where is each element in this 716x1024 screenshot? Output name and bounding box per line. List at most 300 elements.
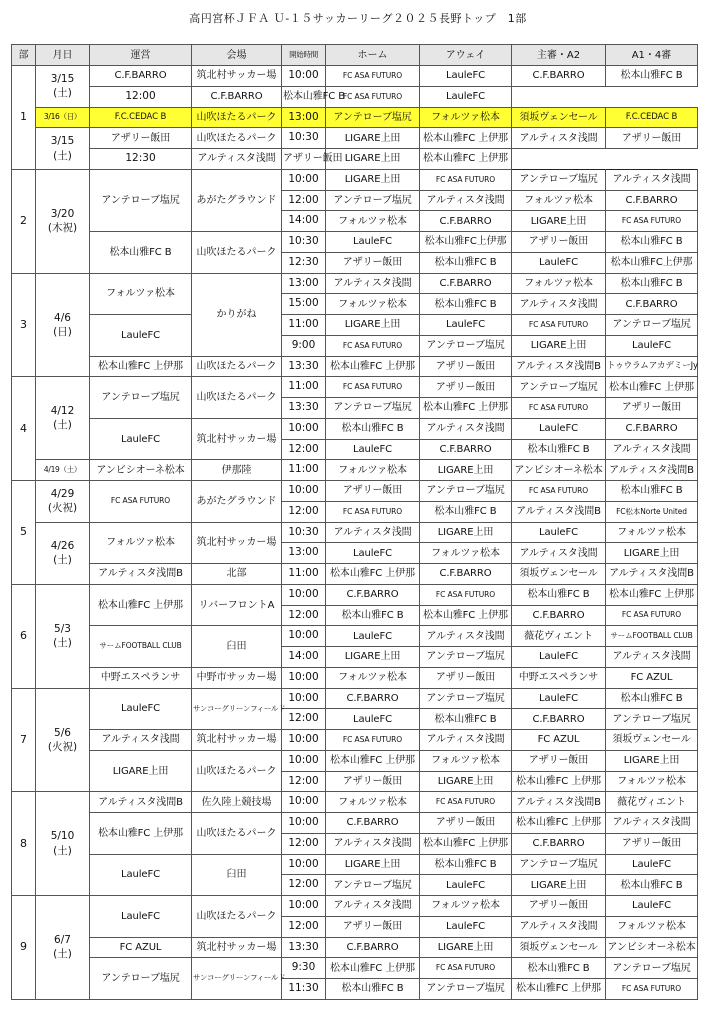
venue-cell: あがたグラウンド <box>192 481 282 523</box>
referee-cell: 松本山雅FC 上伊那 <box>512 813 606 834</box>
referee-cell: フォルツァ松本 <box>512 273 606 294</box>
start-time-cell: 10:00 <box>282 169 326 190</box>
referee-cell: アルティスタ浅間 <box>512 543 606 564</box>
assistant-cell: C.F.BARRO <box>606 294 698 315</box>
table-row <box>12 315 698 336</box>
operator-cell: F.C.CEDAC B <box>90 107 192 128</box>
away-team-cell: LIGARE上田 <box>420 460 512 481</box>
venue-cell: 山吹ほたるパーク <box>192 750 282 792</box>
home-team-cell: フォルツァ松本 <box>326 460 420 481</box>
home-team-cell: アザリー飯田 <box>326 252 420 273</box>
match-date: 3/15 (土) <box>36 128 90 170</box>
away-team-cell: アンテローブ塩尻 <box>420 481 512 502</box>
referee-cell: アルティスタ浅間 <box>512 128 606 149</box>
away-team-cell: フォルツァ松本 <box>420 107 512 128</box>
start-time-cell: 10:00 <box>282 418 326 439</box>
assistant-cell: アザリー飯田 <box>606 833 698 854</box>
referee-cell: LauleFC <box>512 522 606 543</box>
operator-cell: LIGARE上田 <box>90 750 192 792</box>
start-time-cell: 11:00 <box>282 377 326 398</box>
away-team-cell: LauleFC <box>420 66 512 87</box>
venue-cell: 臼田 <box>192 854 282 896</box>
table-row <box>12 626 698 647</box>
table-row <box>12 418 698 439</box>
assistant-cell: LIGARE上田 <box>606 543 698 564</box>
home-team-cell: 松本山雅FC 上伊那 <box>326 750 420 771</box>
assistant-cell: アルティスタ浅間B <box>606 564 698 585</box>
start-time-cell: 14:00 <box>282 211 326 232</box>
start-time-cell: 10:00 <box>282 792 326 813</box>
home-team-cell: C.F.BARRO <box>326 584 420 605</box>
referee-cell: アルティスタ浅間B <box>512 792 606 813</box>
table-row <box>12 522 698 543</box>
assistant-cell: F.C.CEDAC B <box>606 107 698 128</box>
home-team-cell: アンテローブ塩尻 <box>326 875 420 896</box>
assistant-cell: アザリー飯田 <box>606 398 698 419</box>
referee-cell: C.F.BARRO <box>512 833 606 854</box>
assistant-cell: アザリー飯田 <box>606 128 698 149</box>
start-time-cell: 10:00 <box>282 626 326 647</box>
assistant-cell: 松本山雅FC B <box>606 232 698 253</box>
referee-cell: アルティスタ浅間B <box>512 501 606 522</box>
table-row <box>12 169 698 190</box>
start-time-cell: 11:00 <box>282 564 326 585</box>
venue-cell: 筑北村サッカー場 <box>192 522 282 564</box>
away-team-cell: 松本山雅FC 上伊那 <box>420 128 512 149</box>
operator-cell: FC AZUL <box>90 937 192 958</box>
referee-cell: C.F.BARRO <box>512 709 606 730</box>
away-team-cell: アザリー飯田 <box>420 377 512 398</box>
assistant-cell: LauleFC <box>606 854 698 875</box>
home-team-cell: アルティスタ浅間 <box>326 273 420 294</box>
home-team-cell: 松本山雅FC B <box>326 418 420 439</box>
referee-cell: C.F.BARRO <box>512 605 606 626</box>
home-team-cell: アザリー飯田 <box>326 481 420 502</box>
referee-cell: LIGARE上田 <box>512 335 606 356</box>
home-team-cell: アンテローブ塩尻 <box>326 107 420 128</box>
referee-cell: アンテローブ塩尻 <box>512 377 606 398</box>
assistant-cell: 松本山雅FC 上伊那 <box>606 377 698 398</box>
table-row <box>12 937 698 958</box>
referee-cell: アザリー飯田 <box>512 232 606 253</box>
away-team-cell: アンテローブ塩尻 <box>420 335 512 356</box>
referee-cell: アザリー飯田 <box>512 896 606 917</box>
assistant-cell: フォルツァ松本 <box>606 916 698 937</box>
assistant-cell: LauleFC <box>606 896 698 917</box>
venue-cell: 筑北村サッカー場 <box>192 730 282 751</box>
match-date: 3/15 (土) <box>36 66 90 108</box>
referee-cell: LauleFC <box>512 688 606 709</box>
venue-cell: 臼田 <box>192 626 282 668</box>
home-team-cell: FC ASA FUTURO <box>326 66 420 87</box>
home-team-cell: アルティスタ浅間 <box>326 522 420 543</box>
operator-cell: アルティスタ浅間B <box>90 564 192 585</box>
away-team-cell: 松本山雅FC B <box>282 86 326 107</box>
operator-cell: アンビシオーネ松本 <box>90 460 192 481</box>
assistant-cell: 薇花ヴィエント <box>606 792 698 813</box>
start-time-cell: 13:00 <box>282 273 326 294</box>
operator-cell: 松本山雅FC 上伊那 <box>90 584 192 626</box>
table-row <box>12 273 698 294</box>
home-team-cell: フォルツァ松本 <box>326 667 420 688</box>
away-team-cell: C.F.BARRO <box>420 564 512 585</box>
table-row <box>12 688 698 709</box>
referee-cell: LauleFC <box>512 647 606 668</box>
table-row <box>12 564 698 585</box>
referee-cell: 須坂ヴェンセール <box>512 937 606 958</box>
home-team-cell: アルティスタ浅間 <box>326 833 420 854</box>
venue-cell: 中野市サッカー場 <box>192 667 282 688</box>
operator-cell: LauleFC <box>90 688 192 730</box>
home-team-cell: フォルツァ松本 <box>326 211 420 232</box>
home-team-cell: LIGARE上田 <box>326 169 420 190</box>
home-team-cell: フォルツァ松本 <box>326 792 420 813</box>
referee-cell: LIGARE上田 <box>512 875 606 896</box>
assistant-cell: 松本山雅FC B <box>606 481 698 502</box>
referee-cell: 中野エスペランサ <box>512 667 606 688</box>
away-team-cell: 松本山雅FC B <box>420 294 512 315</box>
home-team-cell: LauleFC <box>326 543 420 564</box>
venue-cell: 北部 <box>192 564 282 585</box>
start-time-cell: 12:00 <box>282 190 326 211</box>
referee-cell: FC ASA FUTURO <box>512 398 606 419</box>
match-date: 3/20 (木祝) <box>36 169 90 273</box>
home-team-cell: FC ASA FUTURO <box>326 730 420 751</box>
operator-cell: アザリー飯田 <box>90 128 192 149</box>
away-team-cell: アザリー飯田 <box>420 813 512 834</box>
start-time-cell: 11:30 <box>282 979 326 1000</box>
assistant-cell: LauleFC <box>420 86 512 107</box>
assistant-cell: フォルツァ松本 <box>606 771 698 792</box>
venue-cell: 筑北村サッカー場 <box>192 418 282 460</box>
assistant-cell: 松本山雅FC 上伊那 <box>606 584 698 605</box>
operator-cell: フォルツァ松本 <box>90 522 192 564</box>
home-team-cell: FC ASA FUTURO <box>326 377 420 398</box>
away-team-cell: アンテローブ塩尻 <box>420 979 512 1000</box>
referee-cell: 須坂ヴェンセール <box>512 564 606 585</box>
assistant-cell: アンビシオーネ松本 <box>606 937 698 958</box>
referee-cell: 松本山雅FC B <box>512 439 606 460</box>
venue-cell: リバーフロントA <box>192 584 282 626</box>
schedule-body <box>12 66 698 1000</box>
away-team-cell: FC ASA FUTURO <box>420 169 512 190</box>
referee-cell: FC ASA FUTURO <box>326 86 420 107</box>
home-team-cell: LauleFC <box>326 626 420 647</box>
referee-cell: LIGARE上田 <box>512 211 606 232</box>
assistant-cell: FC AZUL <box>606 667 698 688</box>
start-time-cell: 13:30 <box>282 398 326 419</box>
page-title: 高円宮杯ＪＦＡ Ｕ-１５サッカーリーグ２０２５長野トップ 1部 <box>189 12 527 25</box>
operator-cell: LauleFC <box>90 896 192 938</box>
assistant-cell: FC松本Norte United <box>606 501 698 522</box>
assistant-cell: C.F.BARRO <box>606 190 698 211</box>
assistant-cell: アンテローブ塩尻 <box>606 958 698 979</box>
operator-cell: アンテローブ塩尻 <box>90 958 192 1000</box>
away-team-cell: アルティスタ浅間 <box>420 730 512 751</box>
division-number: 6 <box>12 584 36 688</box>
assistant-cell: C.F.BARRO <box>606 418 698 439</box>
away-team-cell: フォルツァ松本 <box>420 896 512 917</box>
assistant-cell: アンテローブ塩尻 <box>606 315 698 336</box>
schedule-table <box>11 44 698 1000</box>
home-team-cell: LIGARE上田 <box>326 647 420 668</box>
referee-cell: アルティスタ浅間 <box>512 294 606 315</box>
operator-cell: LauleFC <box>90 854 192 896</box>
home-team-cell: LIGARE上田 <box>326 854 420 875</box>
start-time-cell: 10:30 <box>282 522 326 543</box>
match-date: 4/6 (日) <box>36 273 90 377</box>
referee-cell: 松本山雅FC B <box>512 584 606 605</box>
assistant-cell: 松本山雅FC上伊那 <box>606 252 698 273</box>
header-operator: 運営 <box>90 45 192 66</box>
away-team-cell: LIGARE上田 <box>420 522 512 543</box>
home-team-cell: 松本山雅FC 上伊那 <box>326 958 420 979</box>
away-team-cell: C.F.BARRO <box>420 273 512 294</box>
referee-cell: LIGARE上田 <box>326 149 420 170</box>
referee-cell: 松本山雅FC 上伊那 <box>512 771 606 792</box>
division-number: 1 <box>12 66 36 170</box>
start-time-cell: 10:00 <box>282 66 326 87</box>
division-number: 3 <box>12 273 36 377</box>
start-time-cell: 11:00 <box>282 315 326 336</box>
assistant-cell: トゥウラムアカデミーJy <box>606 356 698 377</box>
home-team-cell: C.F.BARRO <box>326 813 420 834</box>
away-team-cell: フォルツァ松本 <box>420 750 512 771</box>
venue-cell: 佐久陸上競技場 <box>192 792 282 813</box>
start-time-cell: 12:00 <box>282 916 326 937</box>
assistant-cell: アルティスタ浅間B <box>606 460 698 481</box>
away-team-cell: アザリー飯田 <box>282 149 326 170</box>
home-team-cell: 松本山雅FC B <box>326 605 420 626</box>
start-time-cell: 13:00 <box>282 107 326 128</box>
home-team-cell: C.F.BARRO <box>326 937 420 958</box>
assistant-cell: アルティスタ浅間 <box>606 647 698 668</box>
referee-cell: アルティスタ浅間B <box>512 356 606 377</box>
assistant-cell: LauleFC <box>606 335 698 356</box>
home-team-cell: アンテローブ塩尻 <box>326 398 420 419</box>
away-team-cell: 松本山雅FC 上伊那 <box>420 398 512 419</box>
start-time-cell: 12:30 <box>90 149 192 170</box>
start-time-cell: 10:00 <box>282 667 326 688</box>
header-date: 月日 <box>36 45 90 66</box>
table-row <box>12 356 698 377</box>
away-team-cell: FC ASA FUTURO <box>420 792 512 813</box>
operator-cell: アルティスタ浅間 <box>90 730 192 751</box>
assistant-cell: フォルツァ松本 <box>606 522 698 543</box>
header-assistant: A1・4審 <box>606 45 698 66</box>
header-home: ホーム <box>326 45 420 66</box>
start-time-cell: 10:00 <box>282 854 326 875</box>
division-number: 2 <box>12 169 36 273</box>
venue-cell: サンコーグリーンフィールド <box>192 688 282 730</box>
referee-cell: FC ASA FUTURO <box>512 481 606 502</box>
assistant-cell: 松本山雅FC 上伊那 <box>420 149 512 170</box>
table-row <box>12 854 698 875</box>
match-date: 5/6 (火祝) <box>36 688 90 792</box>
header-away: アウェイ <box>420 45 512 66</box>
table-row <box>12 460 698 481</box>
away-team-cell: フォルツァ松本 <box>420 543 512 564</box>
away-team-cell: 松本山雅FC B <box>420 709 512 730</box>
start-time-cell: 15:00 <box>282 294 326 315</box>
assistant-cell: アルティスタ浅間 <box>606 439 698 460</box>
away-team-cell: 松本山雅FC B <box>420 501 512 522</box>
start-time-cell: 9:00 <box>282 335 326 356</box>
home-team-cell: アルティスタ浅間 <box>192 149 282 170</box>
venue-cell: かりがね <box>192 273 282 356</box>
start-time-cell: 10:00 <box>282 730 326 751</box>
away-team-cell: 松本山雅FC 上伊那 <box>420 605 512 626</box>
away-team-cell: 松本山雅FC 上伊那 <box>420 833 512 854</box>
operator-cell: LauleFC <box>90 418 192 460</box>
away-team-cell: C.F.BARRO <box>420 211 512 232</box>
match-date: 6/7 (土) <box>36 896 90 1000</box>
operator-cell: 松本山雅FC 上伊那 <box>90 356 192 377</box>
away-team-cell: 松本山雅FC B <box>420 252 512 273</box>
operator-cell: アンテローブ塩尻 <box>90 169 192 231</box>
home-team-cell: アルティスタ浅間 <box>326 896 420 917</box>
assistant-cell: LIGARE上田 <box>606 750 698 771</box>
assistant-cell: FC ASA FUTURO <box>606 979 698 1000</box>
start-time-cell: 10:00 <box>282 813 326 834</box>
venue-cell: 筑北村サッカー場 <box>192 66 282 87</box>
home-team-cell: アザリー飯田 <box>326 916 420 937</box>
start-time-cell: 13:00 <box>282 543 326 564</box>
division-number: 5 <box>12 481 36 585</box>
referee-cell: フォルツァ松本 <box>512 190 606 211</box>
venue-cell: 山吹ほたるパーク <box>192 128 282 149</box>
start-time-cell: 10:00 <box>282 750 326 771</box>
start-time-cell: 12:00 <box>282 875 326 896</box>
venue-cell: 山吹ほたるパーク <box>192 232 282 274</box>
home-team-cell: 松本山雅FC B <box>326 979 420 1000</box>
away-team-cell: LauleFC <box>420 916 512 937</box>
away-team-cell: 松本山雅FC B <box>420 854 512 875</box>
start-time-cell: 12:00 <box>282 833 326 854</box>
referee-cell: アンテローブ塩尻 <box>512 854 606 875</box>
table-row <box>12 107 698 128</box>
operator-cell: アンテローブ塩尻 <box>90 377 192 419</box>
away-team-cell: アルティスタ浅間 <box>420 190 512 211</box>
home-team-cell: FC ASA FUTURO <box>326 335 420 356</box>
header-referee: 主審・A2 <box>512 45 606 66</box>
header-start-time: 開始時間 <box>282 45 326 66</box>
assistant-cell: サームFOOTBALL CLUB <box>606 626 698 647</box>
away-team-cell: FC ASA FUTURO <box>420 584 512 605</box>
away-team-cell: FC ASA FUTURO <box>420 958 512 979</box>
match-date: 4/29 (火祝) <box>36 481 90 523</box>
away-team-cell: LauleFC <box>420 875 512 896</box>
referee-cell: LauleFC <box>512 252 606 273</box>
table-row <box>12 813 698 834</box>
home-team-cell: 松本山雅FC 上伊那 <box>326 356 420 377</box>
home-team-cell: LIGARE上田 <box>326 315 420 336</box>
away-team-cell: アザリー飯田 <box>420 356 512 377</box>
match-date: 5/3 (土) <box>36 584 90 688</box>
division-number: 4 <box>12 377 36 481</box>
referee-cell: C.F.BARRO <box>512 66 606 87</box>
table-row <box>12 149 698 170</box>
table-row <box>12 584 698 605</box>
match-date: 3/16（日） <box>36 107 90 128</box>
division-number: 9 <box>12 896 36 1000</box>
assistant-cell: アルティスタ浅間 <box>606 813 698 834</box>
table-row <box>12 232 698 253</box>
operator-cell: FC ASA FUTURO <box>90 481 192 523</box>
home-team-cell: LauleFC <box>326 232 420 253</box>
home-team-cell: 松本山雅FC 上伊那 <box>326 564 420 585</box>
start-time-cell: 10:00 <box>282 688 326 709</box>
venue-cell: 山吹ほたるパーク <box>192 896 282 938</box>
start-time-cell: 12:00 <box>282 709 326 730</box>
operator-cell: C.F.BARRO <box>90 66 192 87</box>
away-team-cell: LIGARE上田 <box>420 937 512 958</box>
assistant-cell: FC ASA FUTURO <box>606 211 698 232</box>
referee-cell: 松本山雅FC 上伊那 <box>512 979 606 1000</box>
away-team-cell: C.F.BARRO <box>420 439 512 460</box>
venue-cell: 山吹ほたるパーク <box>192 107 282 128</box>
assistant-cell: アンテローブ塩尻 <box>606 709 698 730</box>
referee-cell: 須坂ヴェンセール <box>512 107 606 128</box>
table-row <box>12 896 698 917</box>
away-team-cell: 松本山雅FC上伊那 <box>420 232 512 253</box>
start-time-cell: 10:30 <box>282 232 326 253</box>
header-venue: 会場 <box>192 45 282 66</box>
home-team-cell: C.F.BARRO <box>192 86 282 107</box>
table-row <box>12 750 698 771</box>
header-division: 部 <box>12 45 36 66</box>
away-team-cell: LIGARE上田 <box>420 771 512 792</box>
operator-cell: LauleFC <box>90 315 192 357</box>
home-team-cell: フォルツァ松本 <box>326 294 420 315</box>
referee-cell: FC ASA FUTURO <box>512 315 606 336</box>
referee-cell: アザリー飯田 <box>512 750 606 771</box>
referee-cell: アンビシオーネ松本 <box>512 460 606 481</box>
home-team-cell: アンテローブ塩尻 <box>326 190 420 211</box>
away-team-cell: アザリー飯田 <box>420 667 512 688</box>
table-row <box>12 958 698 979</box>
assistant-cell: 松本山雅FC B <box>606 66 698 87</box>
start-time-cell: 11:00 <box>282 460 326 481</box>
table-row <box>12 128 698 149</box>
start-time-cell: 14:00 <box>282 647 326 668</box>
operator-cell: サームFOOTBALL CLUB <box>90 626 192 668</box>
referee-cell: 松本山雅FC B <box>512 958 606 979</box>
venue-cell: 筑北村サッカー場 <box>192 937 282 958</box>
home-team-cell: アザリー飯田 <box>326 771 420 792</box>
start-time-cell: 10:00 <box>282 584 326 605</box>
operator-cell: 松本山雅FC 上伊那 <box>90 813 192 855</box>
table-row <box>12 66 698 87</box>
start-time-cell: 13:30 <box>282 356 326 377</box>
home-team-cell: LauleFC <box>326 439 420 460</box>
header-row <box>12 45 698 66</box>
match-date: 4/12 (土) <box>36 377 90 460</box>
home-team-cell: LauleFC <box>326 709 420 730</box>
start-time-cell: 12:00 <box>282 501 326 522</box>
assistant-cell: 松本山雅FC B <box>606 688 698 709</box>
operator-cell: 中野エスペランサ <box>90 667 192 688</box>
referee-cell: 薇花ヴィエント <box>512 626 606 647</box>
away-team-cell: アンテローブ塩尻 <box>420 688 512 709</box>
table-row <box>12 86 698 107</box>
start-time-cell: 12:00 <box>282 771 326 792</box>
assistant-cell: 松本山雅FC B <box>606 273 698 294</box>
table-row <box>12 667 698 688</box>
venue-cell: サンコーグリーンフィールド <box>192 958 282 1000</box>
match-date: 4/26 (土) <box>36 522 90 584</box>
home-team-cell: FC ASA FUTURO <box>326 501 420 522</box>
